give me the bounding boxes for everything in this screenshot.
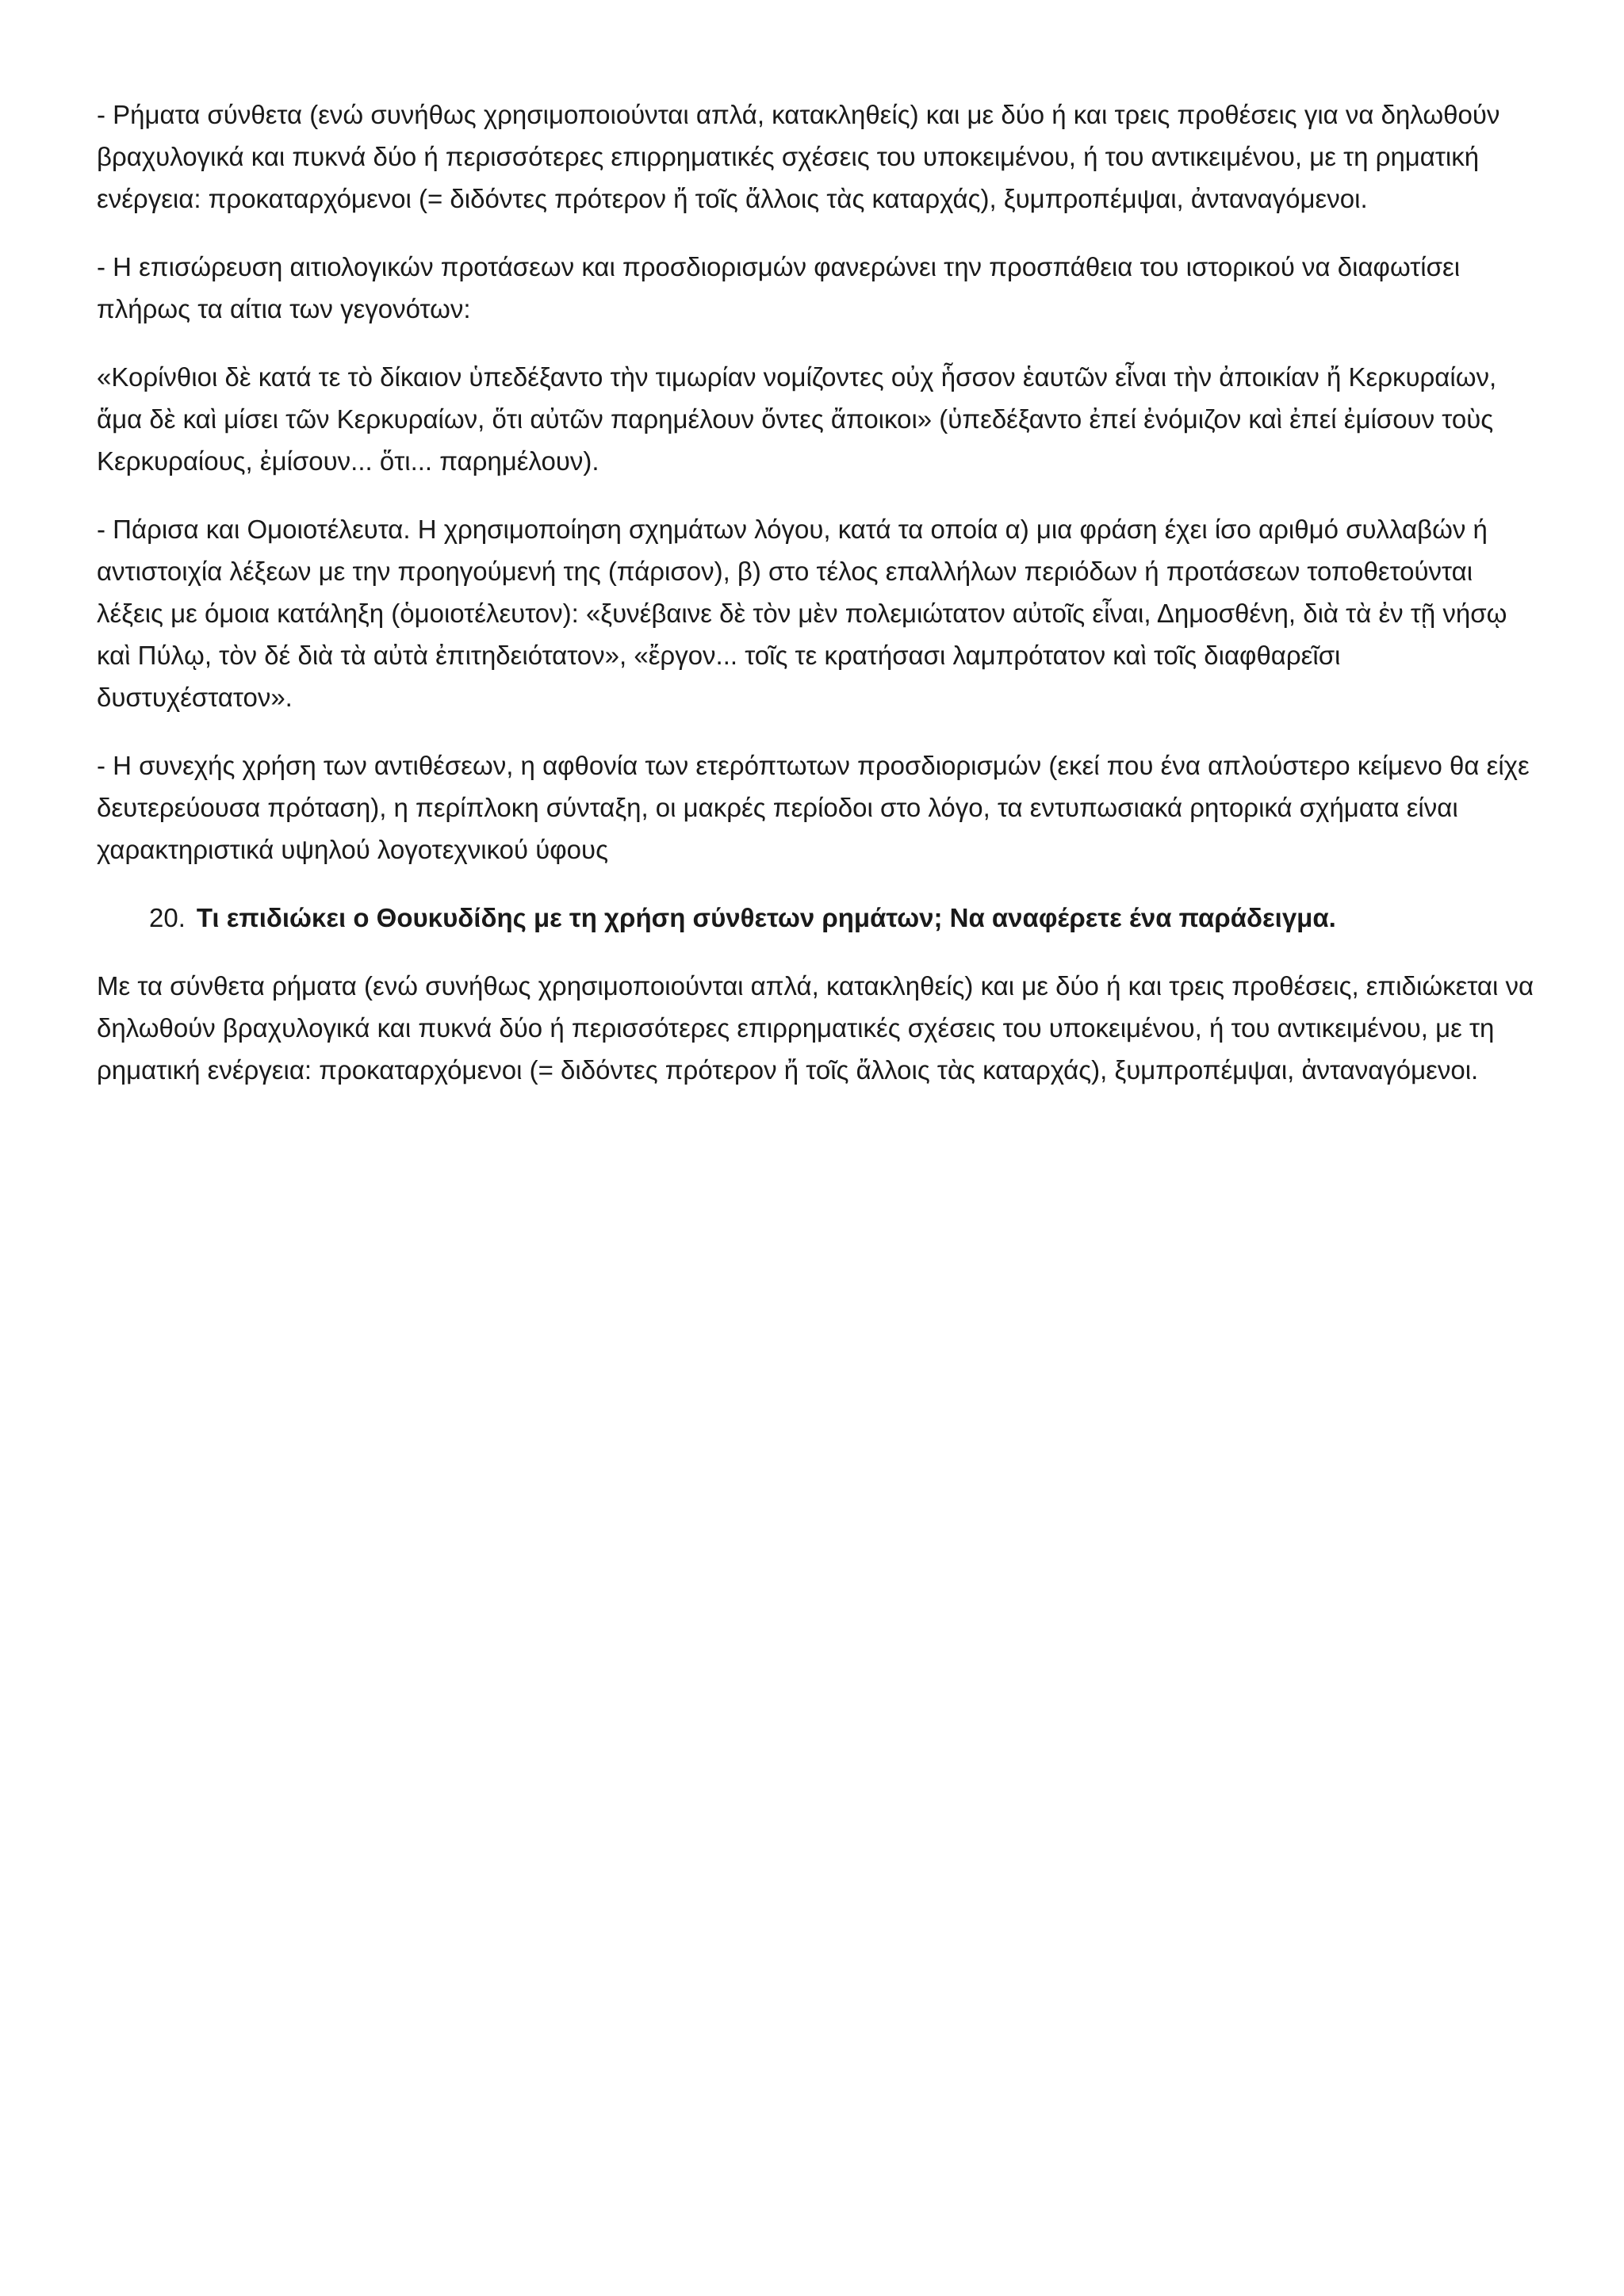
question-text: Τι επιδιώκει ο Θουκυδίδης με τη χρήση σύνθετων ρημάτων; Να αναφέρετε ένα παράδειγμα. (196, 903, 1336, 932)
answer-paragraph: Με τα σύνθετα ρήματα (ενώ συνήθως χρησιμοποιούνται απλά, κατακληθείς) και με δύο ή και τρεις προθέσεις, επιδιώκεται να δηλωθούν βραχυλογικά και πυκνά δύο ή περισσότερες επιρρηματικές σχέσεις του υποκειμένου, ή του αντικειμένου, με τη ρηματική ενέργεια: προκαταρχόμενοι (= διδόντες πρότερον ἤ τοῖς ἄλλοις τὰς καταρχάς), ξυμπροπέμψαι, ἀνταναγόμενοι. (97, 971, 1534, 1085)
paragraph-causal-clauses: - Η επισώρευση αιτιολογικών προτάσεων και προσδιορισμών φανερώνει την προσπάθεια του ιστορικού να διαφωτίσει πλήρως τα αίτια των γεγονότων: (97, 252, 1461, 323)
paragraph-compound-verbs: - Ρήματα σύνθετα (ενώ συνήθως χρησιμοποιούνται απλά, κατακληθείς) και με δύο ή και τρεις προθέσεις για να δηλωθούν βραχυλογικά και πυκνά δύο ή περισσότερες επιρρηματικές σχέσεις του υποκειμένου, ή του αντικειμένου, με τη ρηματική ενέργεια: προκαταρχόμενοι (= διδόντες πρότερον ἤ τοῖς ἄλλοις τὰς καταρχάς), ξυμπροπέμψαι, ἀνταναγόμενοι. (97, 100, 1500, 213)
paragraph-greek-quote: «Κορίνθιοι δὲ κατά τε τὸ δίκαιον ὑπεδέξαντο τὴν τιμωρίαν νομίζοντες οὐχ ἧσσον ἑαυτῶν εἶναι τὴν ἀποικίαν ἤ Κερκυραίων, ἅμα δὲ καὶ μίσει τῶν Κερκυραίων, ὅτι αὐτῶν παρημέλουν ὄντες ἄποικοι» (ὑπεδέξαντο ἐπεί ἐνόμιζον καὶ ἐπεί ἐμίσουν τοὺς Κερκυραίους, ἐμίσουν... ὅτι... παρημέλουν). (97, 362, 1497, 476)
document-page (97, 94, 1540, 1117)
paragraph-parisa: - Πάρισα και Ομοιοτέλευτα. Η χρησιμοποίηση σχημάτων λόγου, κατά τα οποία α) μια φράση έχει ίσο αριθμό συλλαβών ή αντιστοιχία λέξεων με την προηγούμενή της (πάρισον), β) στο τέλος επαλλήλων περιόδων ή προτάσεων τοποθετούνται λέξεις με όμοια κατάληξη (ὁμοιοτέλευτον): «ξυνέβαινε δὲ τὸν μὲν πολεμιώτατον αὐτοῖς εἶναι, Δημοσθένη, διὰ τὰ ἐν τῇ νήσῳ καὶ Πύλῳ, τὸν δέ διὰ τὰ αὐτὰ ἐπιτηδειότατον», «ἔργον... τοῖς τε κρατήσασι λαμπρότατον καὶ τοῖς διαφθαρεῖσι δυστυχέστατον». (97, 515, 1507, 712)
paragraph-style-features: - Η συνεχής χρήση των αντιθέσεων, η αφθονία των ετερόπτωτων προσδιορισμών (εκεί που ένα απλούστερο κείμενο θα είχε δευτερεύουσα πρόταση), η περίπλοκη σύνταξη, οι μακρές περίοδοι στο λόγο, τα εντυπωσιακά ρητορικά σχήματα είναι χαρακτηριστικά υψηλού λογοτεχνικού ύφους (97, 751, 1530, 864)
question-number: 20. (149, 903, 186, 932)
question-item (97, 897, 1540, 939)
